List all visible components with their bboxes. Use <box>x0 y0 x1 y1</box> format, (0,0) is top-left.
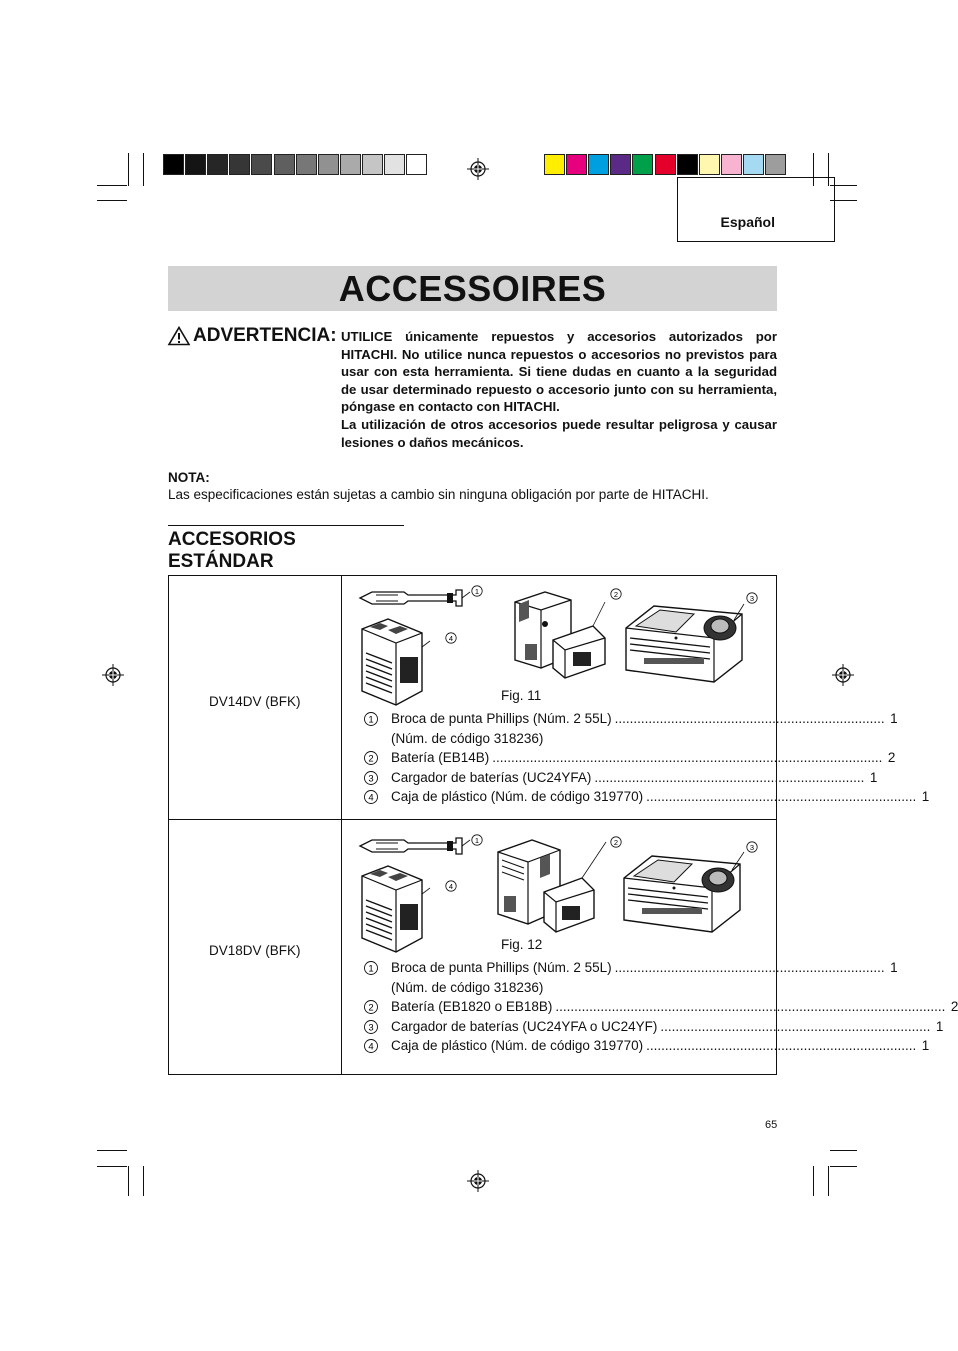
page-title: ACCESSOIRES <box>338 268 607 309</box>
column-divider <box>341 576 342 1074</box>
callout-2-icon <box>610 588 622 600</box>
item-quantity: 1 <box>921 789 930 805</box>
registration-target-icon <box>102 664 124 686</box>
item-description: Batería (EB1820 o EB18B) <box>391 999 553 1015</box>
item-description: Broca de punta Phillips (Núm. 2 55L) <box>391 711 612 726</box>
phillips-bit-illustration <box>358 586 484 610</box>
item-description: Caja de plástico (Núm. de código 319770) <box>391 789 644 805</box>
svg-text:3: 3 <box>368 773 374 785</box>
item-description: Batería (EB14B) <box>391 750 490 766</box>
color-swatch <box>655 154 676 175</box>
color-swatch <box>274 154 295 175</box>
registration-target-icon <box>467 1170 489 1192</box>
color-swatch <box>296 154 317 175</box>
number-2-icon <box>363 999 379 1015</box>
svg-text:1: 1 <box>474 836 480 845</box>
row-divider <box>169 819 776 820</box>
item-description: Caja de plástico (Núm. de código 319770) <box>391 1038 644 1054</box>
callout-3-icon <box>746 841 758 853</box>
item-code: (Núm. de código 318236) <box>391 979 544 995</box>
note-text: Las especificaciones están sujetas a cambio sin ninguna obligación por parte de HITACHI. <box>168 487 709 502</box>
item-description: Cargador de baterías (UC24YFA o UC24YF) <box>391 1018 658 1034</box>
phillips-bit-illustration <box>358 834 484 858</box>
callout-2-icon <box>610 836 622 848</box>
list-item-continuation <box>363 978 729 998</box>
callout-1-icon <box>471 585 483 597</box>
color-swatch <box>699 154 720 175</box>
svg-text:2: 2 <box>613 838 619 847</box>
leader-dots: ........................................................................................................ <box>555 999 946 1015</box>
svg-text:2: 2 <box>368 1002 374 1014</box>
plastic-case-illustration <box>358 617 430 707</box>
battery-illustration <box>505 588 611 680</box>
title-bar <box>168 266 777 311</box>
color-swatch <box>318 154 339 175</box>
leader-dots: ........................................................................ <box>660 1018 931 1034</box>
leader-dots: ........................................................................ <box>614 711 885 726</box>
color-swatch <box>229 154 250 175</box>
battery-charger-illustration <box>624 598 746 690</box>
color-swatch <box>163 154 184 175</box>
svg-text:2: 2 <box>613 590 619 599</box>
svg-text:2: 2 <box>368 753 374 765</box>
item-quantity: 1 <box>890 960 898 975</box>
callout-3-icon <box>746 592 758 604</box>
item-quantity: 1 <box>890 711 898 726</box>
callout-1-icon <box>471 834 483 846</box>
list-item <box>363 1036 930 1056</box>
color-swatch <box>743 154 764 175</box>
warning-heading: ADVERTENCIA: <box>193 325 337 346</box>
list-item-continuation <box>363 729 729 749</box>
number-3-icon <box>363 1019 379 1035</box>
color-swatch <box>384 154 405 175</box>
leader-dots: ........................................................................ <box>646 789 917 805</box>
callout-4-icon <box>445 632 457 644</box>
warning-paragraph: UTILICE únicamente repuestos y accesorios autorizados por HITACHI. No utilice nunca repuestos o accesorios no previstos para usar con esta herramienta. Si tiene dudas en cuanto a la seguridad de usar determinado repuesto o accesorio junto con su herramienta, póngase en contacto con HITACHI. <box>341 329 777 415</box>
svg-text:4: 4 <box>448 882 454 891</box>
number-1-icon <box>363 711 379 727</box>
warning-label <box>168 325 337 347</box>
list-item <box>363 787 930 807</box>
item-description: Cargador de baterías (UC24YFA) <box>391 769 592 785</box>
color-swatch <box>721 154 742 175</box>
number-1-icon <box>363 960 379 976</box>
svg-text:4: 4 <box>368 792 374 804</box>
list-item <box>363 1017 944 1037</box>
leader-dots: ........................................................................ <box>614 960 885 975</box>
section-title: ACCESORIOS ESTÁNDAR <box>168 525 404 576</box>
list-item <box>363 748 896 768</box>
warning-paragraph: La utilización de otros accesorios puede resultar peligrosa y causar lesiones o daños mecánicos. <box>341 416 777 450</box>
color-swatch <box>406 154 427 175</box>
color-swatch <box>251 154 272 175</box>
battery-illustration <box>490 834 600 936</box>
item-quantity: 1 <box>935 1018 944 1034</box>
color-swatch <box>544 154 565 175</box>
item-quantity: 2 <box>887 750 896 766</box>
list-item <box>363 768 878 788</box>
color-swatch <box>632 154 653 175</box>
page-number: 65 <box>765 1119 778 1131</box>
color-swatch <box>340 154 361 175</box>
svg-text:3: 3 <box>749 594 755 603</box>
color-swatch <box>185 154 206 175</box>
color-swatch <box>765 154 786 175</box>
svg-text:3: 3 <box>749 843 755 852</box>
item-quantity: 1 <box>921 1038 930 1054</box>
svg-text:1: 1 <box>474 587 480 596</box>
number-4-icon <box>363 1038 379 1054</box>
color-swatch <box>588 154 609 175</box>
language-tab <box>677 177 835 242</box>
item-description: Broca de punta Phillips (Núm. 2 55L) <box>391 960 612 975</box>
svg-text:3: 3 <box>368 1022 374 1034</box>
number-3-icon <box>363 770 379 786</box>
accessory-list <box>363 958 958 1056</box>
note-label: NOTA: <box>168 470 210 485</box>
item-code: (Núm. de código 318236) <box>391 730 544 746</box>
registration-target-icon <box>467 158 489 180</box>
color-swatch <box>207 154 228 175</box>
leader-dots: ........................................................................ <box>646 1038 917 1054</box>
language-label: Español <box>720 214 775 230</box>
color-swatch <box>362 154 383 175</box>
model-name: DV18DV (BFK) <box>209 943 301 958</box>
svg-text:1: 1 <box>368 963 374 975</box>
number-4-icon <box>363 789 379 805</box>
callout-4-icon <box>445 880 457 892</box>
battery-charger-illustration <box>622 848 746 940</box>
list-item <box>363 997 958 1017</box>
leader-dots: ........................................................................ <box>594 769 865 785</box>
leader-dots: ........................................................................................................ <box>492 750 883 766</box>
figure-label: Fig. 12 <box>501 937 543 952</box>
number-2-icon <box>363 750 379 766</box>
plastic-case-illustration <box>358 864 430 954</box>
color-swatch <box>610 154 631 175</box>
list-item <box>363 958 898 978</box>
item-quantity: 1 <box>869 769 878 785</box>
list-item <box>363 709 898 729</box>
registration-target-icon <box>832 664 854 686</box>
figure-label: Fig. 11 <box>501 688 542 703</box>
color-swatch <box>677 154 698 175</box>
accessory-list <box>363 709 930 807</box>
svg-text:1: 1 <box>368 714 374 726</box>
warning-triangle-icon <box>168 326 190 346</box>
color-swatch <box>566 154 587 175</box>
svg-text:4: 4 <box>448 634 454 643</box>
svg-text:4: 4 <box>368 1041 374 1053</box>
warning-text <box>341 328 777 451</box>
model-name: DV14DV (BFK) <box>209 694 301 709</box>
item-quantity: 2 <box>950 999 958 1015</box>
